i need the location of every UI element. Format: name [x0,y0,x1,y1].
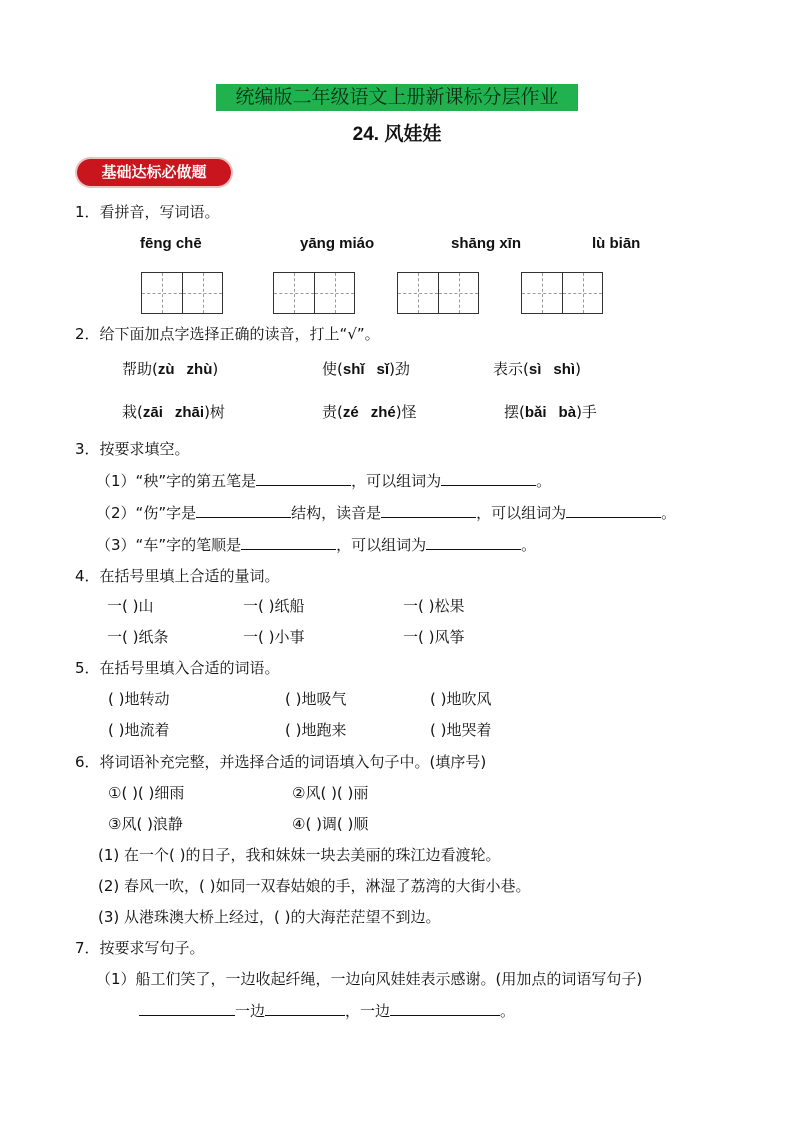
q1-pinyin-3: shāng xīn [451,235,522,252]
q2-item-prefix: 栽( [122,403,143,421]
q4-item[interactable]: 一( )松果 [403,597,465,615]
section-badge: 基础达标必做题 [77,159,231,186]
q4-item[interactable]: 一( )纸船 [243,597,305,615]
q6-sentence-2[interactable]: (2) 春风一吹，( )如同一双春姑娘的手，淋湿了荔湾的大街小巷。 [98,877,531,895]
q2-item-4 [122,401,225,422]
q1-writing-grid-1[interactable] [141,272,223,314]
answer-blank[interactable] [241,535,336,550]
answer-blank[interactable] [566,503,661,518]
q5-item[interactable]: ( )地流着 [108,721,170,739]
q3-text: ，可以组词为 [336,536,427,554]
q2-item-suffix: )劲 [389,360,410,378]
q3-text: 。 [536,472,552,490]
q4-item[interactable]: 一( )风筝 [403,628,465,646]
q2-item-prefix: 帮助( [122,360,158,378]
q4-item[interactable]: 一( )纸条 [107,628,169,646]
answer-blank[interactable] [381,503,476,518]
grid-cell[interactable] [274,273,314,313]
q4-prompt: 4．在括号里填上合适的量词。 [75,567,280,585]
q2-option-b[interactable]: shì [553,361,576,378]
q7-text: ，一边 [345,1002,391,1020]
q3-text: 结构，读音是 [291,504,382,522]
q1-writing-grid-2[interactable] [273,272,355,314]
q6-word[interactable]: ②风( )( )丽 [292,784,369,802]
q6-word[interactable]: ①( )( )细雨 [108,784,185,802]
answer-blank[interactable] [256,471,351,486]
q3-text: （1）“秧”字的第五笔是 [96,472,257,490]
q6-sentence-3[interactable]: (3) 从港珠澳大桥上经过，( )的大海茫茫望不到边。 [98,908,441,926]
q6-word[interactable]: ④( )调( )顺 [292,815,369,833]
q5-item[interactable]: ( )地吹风 [430,690,492,708]
q2-item-suffix: ) [575,360,581,378]
q2-option-a[interactable]: zé [342,404,359,421]
q3-line-3 [96,534,536,555]
q2-option-a[interactable]: sì [528,361,542,378]
grid-cell[interactable] [314,273,354,313]
grid-cell[interactable] [522,273,562,313]
answer-blank[interactable] [441,471,536,486]
q7-sentence-1: （1）船工们笑了，一边收起纤绳，一边向风娃娃表示感谢。(用加点的词语写句子) [96,970,643,988]
q2-option-a[interactable]: bǎi [524,404,547,421]
q2-item-prefix: 责( [322,403,343,421]
q3-text: （3）“车”字的笔顺是 [96,536,242,554]
q2-item-5 [322,401,417,422]
q2-item-prefix: 表示( [493,360,529,378]
q2-item-suffix: )树 [204,403,225,421]
q1-prompt: 1．看拼音，写词语。 [75,203,220,221]
q4-item[interactable]: 一( )小事 [243,628,305,646]
answer-blank[interactable] [265,1001,345,1016]
q2-option-b[interactable]: zhé [370,404,396,421]
q2-option-b[interactable]: sǐ [376,361,390,378]
series-title: 统编版二年级语文上册新课标分层作业 [235,86,559,108]
q3-text: 。 [661,504,677,522]
q2-option-a[interactable]: shǐ [342,361,365,378]
q3-prompt: 3．按要求填空。 [75,440,190,458]
grid-cell[interactable] [562,273,602,313]
q3-text: ，可以组词为 [476,504,567,522]
q2-item-suffix: ) [212,360,219,378]
answer-blank[interactable] [390,1001,500,1016]
q2-item-prefix: 使( [322,360,343,378]
q5-item[interactable]: ( )地哭着 [430,721,492,739]
q7-prompt: 7．按要求写句子。 [75,939,205,957]
answer-blank[interactable] [196,503,291,518]
q1-pinyin-2: yāng miáo [300,235,375,252]
q2-item-6 [504,401,597,422]
q7-answer-line [139,1000,515,1021]
grid-cell[interactable] [182,273,222,313]
q3-text: ，可以组词为 [351,472,442,490]
q2-option-a[interactable]: zù [157,361,175,378]
q3-text: 。 [521,536,537,554]
q1-pinyin-4: lù biān [592,235,641,252]
q2-option-b[interactable]: zhù [186,361,213,378]
grid-cell[interactable] [438,273,478,313]
q2-option-b[interactable]: zhāi [174,404,205,421]
q4-item[interactable]: 一( )山 [107,597,154,615]
q2-item-2 [322,358,410,379]
q6-prompt: 6．将词语补充完整，并选择合适的词语填入句子中。(填序号) [75,753,487,771]
q5-prompt: 5．在括号里填入合适的词语。 [75,659,280,677]
q2-item-suffix: )怪 [395,403,417,421]
q2-item-prefix: 摆( [504,403,525,421]
q2-option-a[interactable]: zāi [142,404,163,421]
q5-item[interactable]: ( )地吸气 [285,690,347,708]
q2-prompt: 2．给下面加点字选择正确的读音，打上“√”。 [75,325,380,343]
q3-text: （2）“伤”字是 [96,504,197,522]
q3-line-1 [96,470,551,491]
q3-line-2 [96,502,676,523]
q5-item[interactable]: ( )地跑来 [285,721,347,739]
q7-text: 一边 [235,1002,266,1020]
q6-word[interactable]: ③风( )浪静 [108,815,183,833]
q6-sentence-1[interactable]: (1) 在一个( )的日子，我和妹妹一块去美丽的珠江边看渡轮。 [98,846,501,864]
q1-writing-grid-3[interactable] [397,272,479,314]
answer-blank[interactable] [139,1001,235,1016]
grid-cell[interactable] [142,273,182,313]
q5-item[interactable]: ( )地转动 [108,690,170,708]
q7-text: 。 [500,1002,516,1020]
q1-writing-grid-4[interactable] [521,272,603,314]
answer-blank[interactable] [426,535,521,550]
q2-option-b[interactable]: bà [558,404,577,421]
lesson-title: 24. 风娃娃 [352,124,442,145]
q2-item-1 [122,358,218,379]
q2-item-3 [493,358,581,379]
grid-cell[interactable] [398,273,438,313]
q2-item-suffix: )手 [576,403,597,421]
q1-pinyin-1: fēng chē [140,235,202,252]
